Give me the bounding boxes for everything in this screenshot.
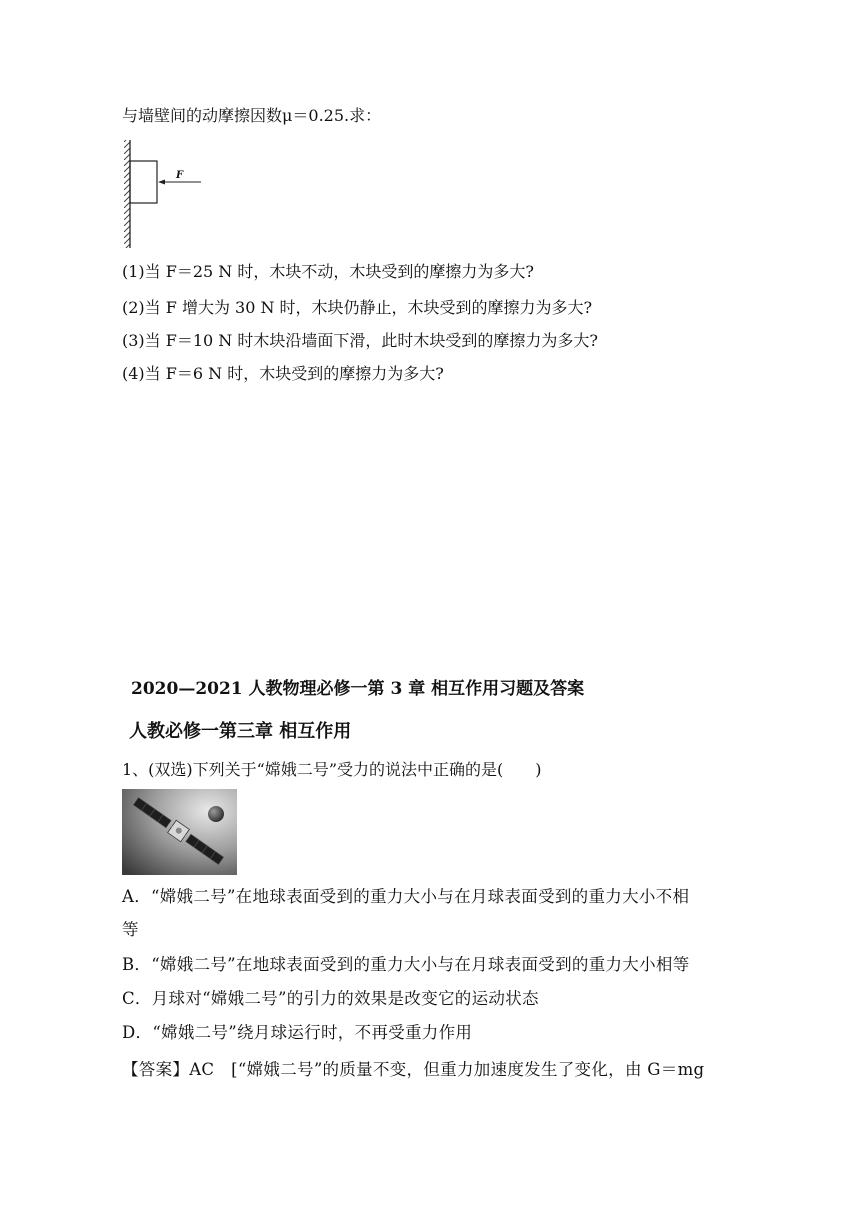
option-d: D．“嫦娥二号”绕月球运行时，不再受重力作用 xyxy=(122,1023,473,1042)
option-c: C．月球对“嫦娥二号”的引力的效果是改变它的运动状态 xyxy=(122,989,539,1008)
section-subtitle: 人教必修一第三章 相互作用 xyxy=(129,721,352,742)
question-1: (1)当 F＝25 N 时，木块不动，木块受到的摩擦力为多大? xyxy=(122,262,534,281)
option-b: B．“嫦娥二号”在地球表面受到的重力大小与在月球表面受到的重力大小相等 xyxy=(122,955,690,974)
force-arrow-head xyxy=(158,180,165,185)
answer-line: 【答案】AC [“嫦娥二号”的质量不变，但重力加速度发生了变化，由 G＝mg xyxy=(122,1060,705,1079)
option-a: A．“嫦娥二号”在地球表面受到的重力大小与在月球表面受到的重力大小不相 xyxy=(122,887,690,906)
satellite-image xyxy=(122,789,237,875)
planet-icon xyxy=(208,806,224,822)
problem-intro: 与墙壁间的动摩擦因数μ＝0.25.求： xyxy=(122,106,382,125)
question-3: (3)当 F＝10 N 时木块沿墙面下滑，此时木块受到的摩擦力为多大? xyxy=(122,331,598,350)
wall-block-figure xyxy=(118,136,208,250)
section-title: 2020—2021 人教物理必修一第 3 章 相互作用习题及答案 xyxy=(131,679,585,699)
option-a-continued: 等 xyxy=(122,920,139,939)
wall-hatching xyxy=(124,140,130,248)
question-2: (2)当 F 增大为 30 N 时，木块仍静止，木块受到的摩擦力为多大? xyxy=(122,298,593,317)
force-label: F xyxy=(176,170,184,181)
question-4: (4)当 F＝6 N 时，木块受到的摩擦力为多大? xyxy=(122,364,444,383)
question1-stem: 1、(双选)下列关于“嫦娥二号”受力的说法中正确的是( ) xyxy=(122,760,542,779)
wooden-block xyxy=(130,161,157,203)
